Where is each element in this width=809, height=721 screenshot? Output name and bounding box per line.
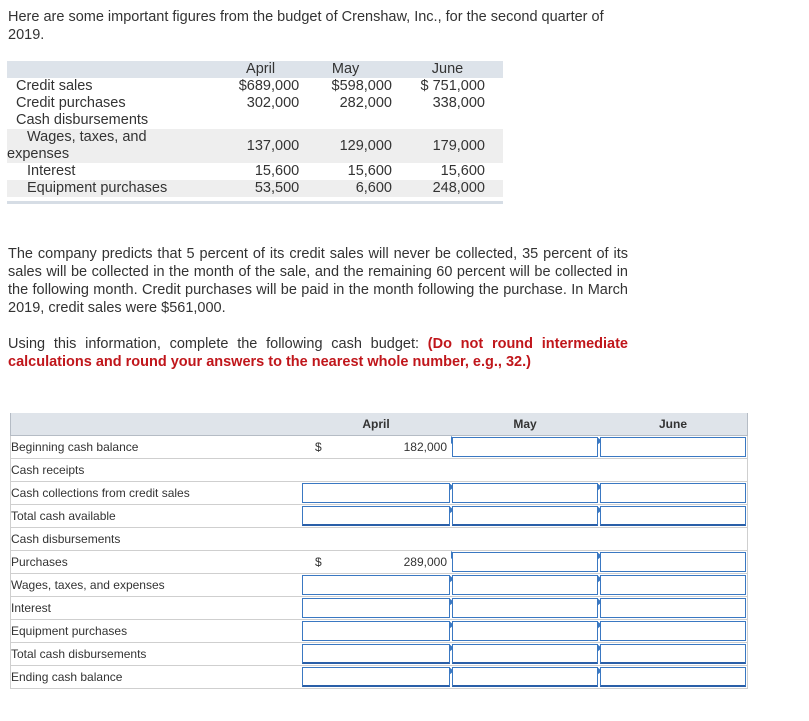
may-total-available-input[interactable] [452, 506, 598, 526]
cash-header-april: April [301, 413, 451, 436]
cash-row-purchases: Purchases $ 289,000 [11, 551, 748, 574]
intro-text: Here are some important figures from the budget of Crenshaw, Inc., for the second quarter of 2019. [8, 9, 604, 43]
may-wages-input[interactable] [452, 575, 598, 595]
june-equipment-input[interactable] [600, 621, 746, 641]
cash-row-receipts: Cash receipts [11, 459, 748, 482]
may-interest-input[interactable] [452, 598, 598, 618]
budget-header-april: April [222, 61, 299, 78]
may-beginning-input[interactable] [452, 437, 598, 457]
june-purchases-input[interactable] [600, 552, 746, 572]
cash-row-disbursements: Cash disbursements [11, 528, 748, 551]
cash-row-interest: Interest [11, 597, 748, 620]
april-beginning-value: 182,000 [403, 440, 447, 454]
cash-row-total-disbursements: Total cash disbursements [11, 643, 748, 666]
instructions-text: Using this information, complete the following cash budget: (Do not round intermediate calculations and round your answers to the nearest whole number, e.g., 32.) [8, 336, 628, 370]
april-ending-input[interactable] [302, 667, 450, 687]
cash-row-ending: Ending cash balance [11, 666, 748, 689]
may-purchases-input[interactable] [452, 552, 598, 572]
cash-row-collections: Cash collections from credit sales [11, 482, 748, 505]
cash-row-equipment: Equipment purchases [11, 620, 748, 643]
budget-header-row [7, 61, 503, 78]
april-purchases-value: 289,000 [403, 555, 447, 569]
rounding-instructions: (Do not round intermediate calculations and round your answers to the nearest whole number, e.g., 32.) [8, 336, 628, 370]
april-interest-input[interactable] [302, 598, 450, 618]
cash-budget-header-row [11, 413, 748, 436]
budget-header-may: May [299, 61, 392, 78]
cash-budget-table [10, 413, 748, 689]
budget-row-credit-sales: Credit sales $689,000 $598,000 $ 751,000 [16, 78, 485, 94]
budget-row-equipment: Equipment purchases 53,500 6,600 248,000 [7, 180, 503, 197]
may-ending-input[interactable] [452, 667, 598, 687]
june-wages-input[interactable] [600, 575, 746, 595]
cash-row-beginning: Beginning cash balance $ 182,000 [11, 436, 748, 459]
budget-row-cash-disbursements: Cash disbursements [16, 112, 149, 128]
april-total-available-input[interactable] [302, 506, 450, 526]
budget-row-interest: Interest 15,600 15,600 15,600 [27, 163, 485, 179]
may-equipment-input[interactable] [452, 621, 598, 641]
collection-assumptions-text: The company predicts that 5 percent of its credit sales will never be collected, 35 percent of its sales will be collected in the month of the sale, and the remaining 60 percent will be collected in the following month. Credit purchases will be paid in the month following the purchase. In March 2019, credit sales were $561,000. [8, 246, 628, 316]
budget-table-bottom-rule [7, 197, 503, 204]
budget-figures-table [7, 61, 503, 204]
cash-header-june: June [599, 413, 748, 436]
budget-row-credit-purchases: Credit purchases 302,000 282,000 338,000 [16, 95, 485, 111]
june-total-available-input[interactable] [600, 506, 746, 526]
april-wages-input[interactable] [302, 575, 450, 595]
may-total-disbursements-input[interactable] [452, 644, 598, 664]
june-total-disbursements-input[interactable] [600, 644, 746, 664]
may-collections-input[interactable] [452, 483, 598, 503]
april-collections-input[interactable] [302, 483, 450, 503]
cash-row-total-available: Total cash available [11, 505, 748, 528]
budget-header-june: June [392, 61, 503, 78]
cash-header-may: May [451, 413, 599, 436]
cash-row-wages: Wages, taxes, and expenses [11, 574, 748, 597]
april-total-disbursements-input[interactable] [302, 644, 450, 664]
june-collections-input[interactable] [600, 483, 746, 503]
june-beginning-input[interactable] [600, 437, 746, 457]
june-ending-input[interactable] [600, 667, 746, 687]
budget-row-wages: Wages, taxes, and expenses 137,000 129,000 179,000 [7, 129, 503, 163]
april-equipment-input[interactable] [302, 621, 450, 641]
june-interest-input[interactable] [600, 598, 746, 618]
